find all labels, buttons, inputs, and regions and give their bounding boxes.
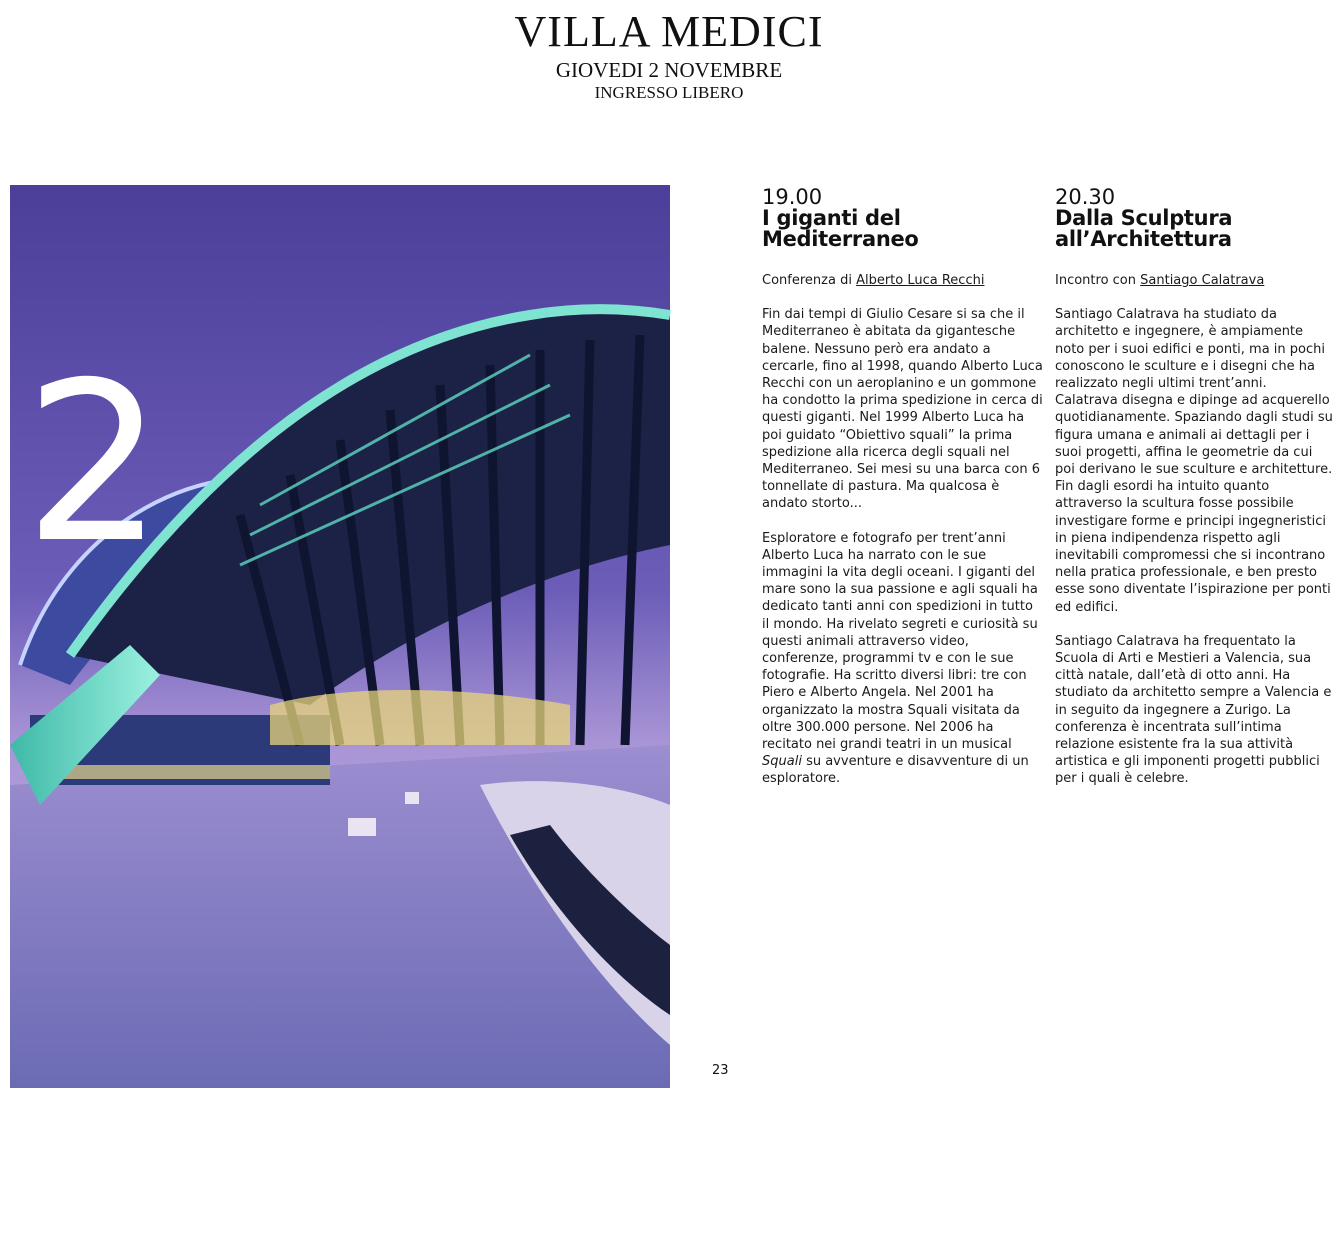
event-description-cont: Calatrava disegna e dipinge ad acquerello quotidianamente. Spaziando dagli studi su figura umana e animali ai dettagli per i suoi progetti, affina le geometrie da cui poi derivano le sue sculture e architetture. Fin dagli esordi ha intuito quanto attraverso la scultura fosse possibile investigare forme e principi ingegneristici in piena indipendenza rispetto agli inevitabili compromessi che si incontrano nella pratica professionale, e ben presto esse sono diventate l’ispirazione per ponti ed edifici. <box>1055 393 1333 615</box>
speaker-name: Santiago Calatrava <box>1140 273 1265 288</box>
event-description: Fin dai tempi di Giulio Cesare si sa che il Mediterraneo è abitata da gigantesche balene. Nessuno però era andato a cercarle, fino al 1998, quando Alberto Luca Recchi con un aeroplanino e un gommone ha condotto la prima spedizione in cerca di questi giganti. Nel 1999 Alberto Luca ha poi guidato “Obiettivo squali” la prima spedizione alla ricerca degli squali nel Mediterraneo. Sei mesi su una barca con 6 tonnellate di pastura. Ma qualcosa è andato storto... <box>762 307 1043 512</box>
event-title-line1: I giganti del <box>762 206 901 230</box>
event-title-line2: all’Architettura <box>1055 227 1232 251</box>
event-date: GIOVEDI 2 NOVEMBRE <box>555 58 783 82</box>
station-illustration <box>10 185 670 1088</box>
day-number: 2 <box>24 335 158 591</box>
entry-note: INGRESSO LIBERO <box>594 83 744 102</box>
event-column-2 <box>1055 186 1335 788</box>
event-time: 20.30 <box>1055 185 1116 209</box>
event-speaker: Conferenza di Alberto Luca Recchi <box>762 273 985 288</box>
event-title-line1: Dalla Sculptura <box>1055 206 1233 230</box>
page-number: 23 <box>712 1063 729 1078</box>
event-time: 19.00 <box>762 185 823 209</box>
month-label: nov <box>22 1035 329 1233</box>
speaker-bio: Santiago Calatrava ha frequentato la Scuola di Arti e Mestieri a Valencia, sua città natale, dall’età di otto anni. Ha studiato da architetto sempre a Valencia e in seguito da ingegnere a Zurigo. La conferenza è incentrata sull’intima relazione esistente fra la sua attività artistica e gli imponenti progetti pubblici per i quali è celebre. <box>1055 633 1332 787</box>
cover-photo <box>10 185 670 1233</box>
event-column-1 <box>762 186 1044 788</box>
event-title-line2: Mediterraneo <box>762 227 919 251</box>
speaker-name: Alberto Luca Recchi <box>856 273 985 288</box>
event-description: Santiago Calatrava ha studiato da architetto e ingegnere, è ampiamente noto per i suoi edifici e ponti, ma in pochi conoscono le sculture e i disegni che ha realizzato negli ultimi trent’anni. <box>1055 307 1325 392</box>
musical-title: Squali <box>762 754 802 770</box>
speaker-bio: Esploratore e fotografo per trent’anni Alberto Luca ha narrato con le sue immagini la vita degli oceani. I giganti del mare sono la sua passione e agli squali ha dedicato tanti anni con spedizioni in tutto il mondo. Ha rivelato segreti e curiosità su questi animali attraverso video, conferenze, programmi tv e con le sue fotografie. Ha scritto diversi libri: tre con Piero e Alberto Angela. Nel 2001 ha organizzato la mostra Squali visitata da oltre 300.000 persone. Nel 2006 ha recitato nei grandi teatri in un musical Squali su avventure e disavventure di un esploratore. <box>762 530 1038 787</box>
event-speaker: Incontro con Santiago Calatrava <box>1055 273 1265 288</box>
venue-title: VILLA MEDICI <box>514 7 824 56</box>
page-header <box>0 8 1338 104</box>
